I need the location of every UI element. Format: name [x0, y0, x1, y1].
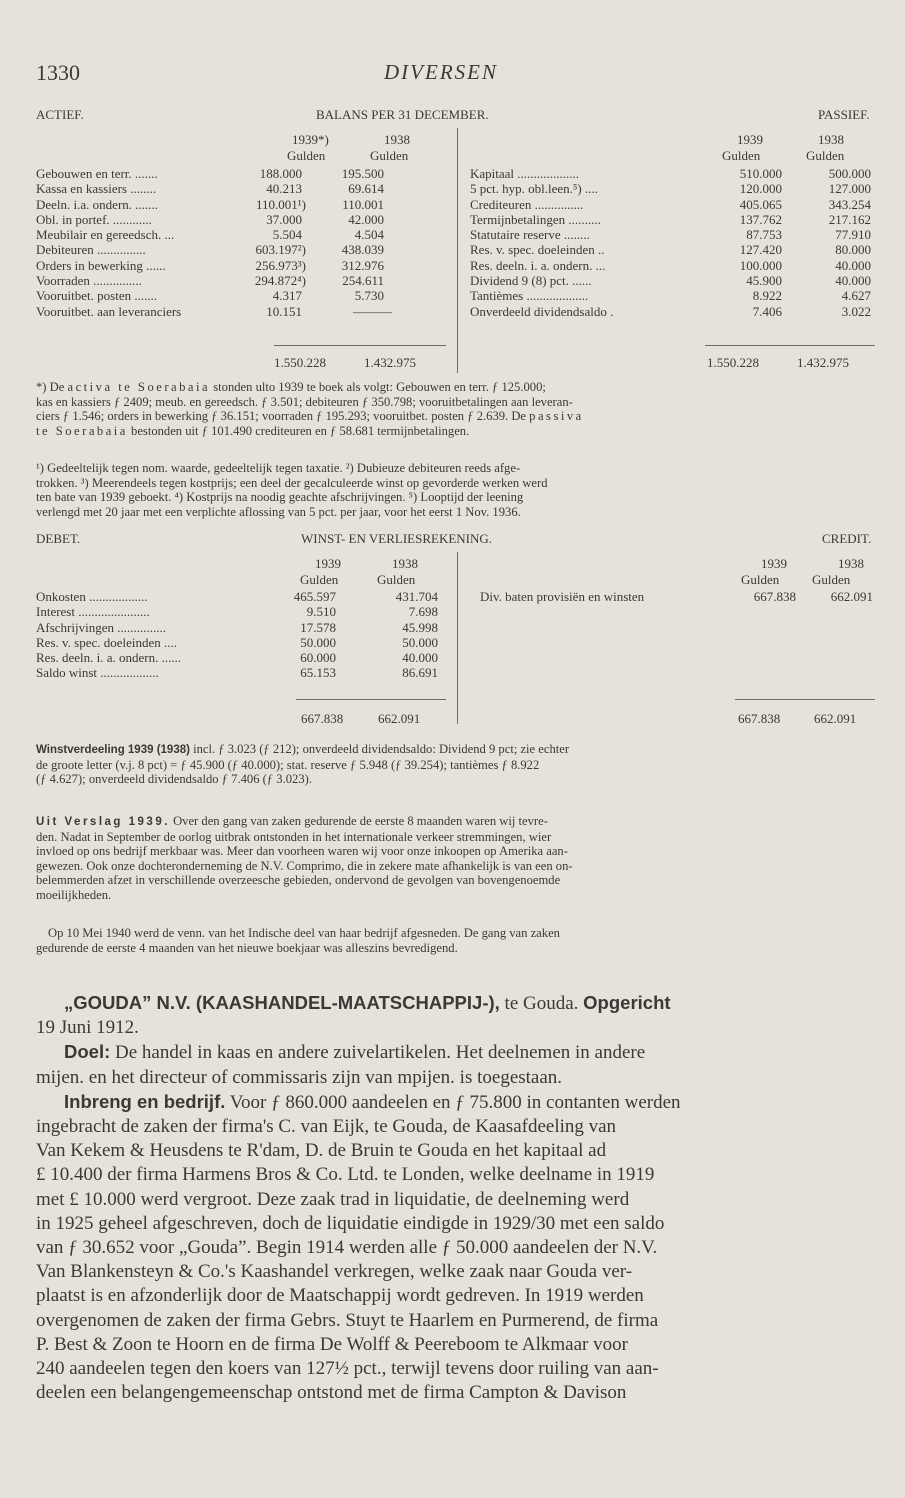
body-line: Van Blankensteyn & Co.'s Kaashandel verkregen, welke zaak naar Gouda ver-	[36, 1261, 633, 1283]
value-1938: 42.000	[348, 211, 384, 227]
table-row	[36, 288, 446, 303]
row-label: Res. deeln. i. a. ondern. ...	[470, 257, 606, 273]
value-1938: 5.730	[354, 288, 384, 304]
footnote-line: trokken. ³) Meerendeels tegen kostprijs; een deel der gecalculeerde winst op gevorderde werken werd	[36, 475, 548, 490]
row-label: Onverdeeld dividendsaldo .	[470, 303, 614, 319]
credit-col2-currency: Gulden	[812, 572, 851, 587]
table-row	[36, 589, 446, 604]
passief-col2-year: 1938	[818, 132, 844, 147]
row-label: Tantièmes ...................	[470, 288, 589, 304]
passief-total-1938: 1.432.975	[797, 355, 849, 370]
value-1939: 10.151	[266, 303, 302, 319]
row-label: Gebouwen en terr. .......	[36, 166, 158, 181]
row-label: Saldo winst ..................	[36, 665, 159, 681]
value-1939: 60.000	[300, 650, 336, 666]
actief-col1-currency: Gulden	[287, 148, 326, 163]
value-1939: 45.900	[746, 273, 782, 289]
passief-total-rule	[705, 345, 875, 346]
value-1938: 662.091	[830, 589, 873, 604]
inbreng-text: Voor ƒ 860.000 aandeelen en ƒ 75.800 in contanten werden	[225, 1091, 681, 1113]
table-row	[470, 242, 875, 257]
credit-col1-currency: Gulden	[741, 572, 780, 587]
paragraph-line: gedurende de eerste 4 maanden van het nieuwe boekjaar was alleszins bevredigend.	[36, 940, 458, 955]
note-emphasis: activa te Soerabaia	[67, 380, 211, 394]
row-label: Res. v. spec. doeleinden ..	[470, 242, 605, 258]
table-row	[470, 197, 875, 212]
body-line: ingebracht de zaken der firma's C. van Eijk, te Gouda, de Kaasafdeeling van	[36, 1116, 617, 1138]
value-1938: 86.691	[402, 665, 438, 681]
table-row	[36, 197, 446, 212]
table-row	[36, 181, 446, 196]
value-1939: 110.001¹)	[256, 196, 306, 212]
value-1938: 343.254	[828, 196, 871, 212]
body-line: P. Best & Zoon te Hoorn en de firma De Wolff & Peereboom te Alkmaar voor	[36, 1333, 628, 1355]
debet-total-1938: 662.091	[378, 711, 421, 726]
debet-col1-currency: Gulden	[300, 572, 339, 587]
credit-heading: CREDIT.	[822, 531, 872, 546]
body-line: plaatst is en afzonderlijk door de Maatschappij wordt gedreven. In 1919 werden	[36, 1285, 644, 1307]
row-label: Debiteuren ...............	[36, 242, 146, 258]
value-1939: 100.000	[739, 257, 782, 273]
value-1938: 80.000	[835, 242, 871, 258]
row-label: Onkosten ..................	[36, 589, 148, 604]
doel-line: mijen. en het directeur of commissaris zijn van mpijen. is toegestaan.	[36, 1066, 563, 1088]
paragraph-line: gewezen. Ook onze dochteronderneming de N.V. Comprimo, die in zekere mate afhankelijk is van een on-	[36, 858, 573, 873]
company-place: te Gouda.	[499, 993, 584, 1014]
table-row	[36, 604, 446, 619]
note-text: bestonden uit ƒ 101.490 crediteuren en ƒ 58.681 termijnbetalingen.	[127, 423, 470, 438]
value-1939: 37.000	[266, 211, 302, 227]
passief-col1-year: 1939	[737, 132, 763, 147]
body-line: £ 10.400 der firma Harmens Bros & Co. Ltd. te Londen, welke deelname in 1919	[36, 1164, 655, 1186]
value-1938: 77.910	[835, 227, 871, 243]
table-row	[36, 635, 446, 650]
footnote-line: verlengd met 20 jaar met een verplichte aflossing van 5 pct. per jaar, voor het eerst 1 Nov. 1936.	[36, 504, 521, 519]
value-1938: 4.627	[841, 288, 871, 304]
credit-col2-year: 1938	[838, 556, 864, 571]
row-label: Interest ......................	[36, 604, 150, 620]
credit-total-rule	[735, 699, 875, 700]
value-1938: 500.000	[828, 166, 871, 181]
value-1939: 120.000	[739, 181, 782, 197]
debet-col1-year: 1939	[315, 556, 341, 571]
passief-col1-currency: Gulden	[722, 148, 761, 163]
body-line: van ƒ 30.652 voor „Gouda”. Begin 1914 werden alle ƒ 50.000 aandeelen der N.V.	[36, 1237, 658, 1259]
row-label: Meubilair en gereedsch. ...	[36, 227, 175, 243]
actief-col2-year: 1938	[384, 132, 410, 147]
value-1938: ———	[353, 303, 392, 319]
note-emphasis: passiva	[529, 409, 584, 424]
value-1938: 40.000	[402, 650, 438, 666]
body-line: met £ 10.000 werd vergroot. Deze zaak trad in liquidatie, de deelneming werd	[36, 1188, 630, 1210]
doel-label: Doel:	[64, 1041, 111, 1063]
winstverdeeling-paragraph	[36, 742, 876, 787]
row-label: Div. baten provisiën en winsten	[480, 589, 645, 604]
activa-note	[36, 380, 876, 438]
winst-heading: WINST- EN VERLIESREKENING.	[301, 531, 493, 546]
paragraph-line: belemmerden afzet in verschillende overzeesche gebieden, ondervond de gevolgen van bovengenoemde	[36, 873, 561, 888]
value-1938: 40.000	[835, 273, 871, 289]
doel-text: De handel in kaas en andere zuivelartikelen. Het deelnemen in andere	[110, 1042, 646, 1064]
paragraph-line: Op 10 Mei 1940 werd de venn. van het Indische deel van haar bedrijf afgesneden. De gang van zaken	[48, 926, 560, 940]
table-row	[470, 288, 875, 303]
row-label: Vooruitbet. aan leveranciers	[36, 303, 182, 319]
founded-date: 19 Juni 1912.	[36, 1017, 139, 1039]
value-1939: 667.838	[753, 589, 796, 604]
credit-total-1939: 667.838	[738, 711, 781, 726]
paragraph-line: invloed op ons bedrijf merkbaar was. Meer dan voorheen waren wij voor onze inkoopen op Amerika aan-	[36, 844, 568, 859]
actief-col2-currency: Gulden	[370, 148, 409, 163]
table-row	[470, 166, 875, 181]
verslag-paragraph	[36, 814, 876, 903]
debet-col2-currency: Gulden	[377, 572, 416, 587]
table-row	[470, 212, 875, 227]
footnote-line: ten bate van 1939 geboekt. ⁴) Kostprijs na noodig geachte afschrijvingen. ⁵) Looptijd der leening	[36, 490, 524, 505]
value-1938: 7.698	[408, 604, 438, 620]
footnote-line: ¹) Gedeeltelijk tegen nom. waarde, gedeeltelijk tegen taxatie. ²) Dubieuze debiteuren reeds afge-	[36, 461, 521, 475]
company-entry	[36, 991, 870, 1405]
debet-total-1939: 667.838	[301, 711, 344, 726]
table-row	[36, 650, 446, 665]
actief-total-rule	[274, 345, 446, 346]
table-row	[470, 227, 875, 242]
note-emphasis: te Soerabaia	[36, 423, 128, 438]
table-row	[36, 227, 446, 242]
note-text: stonden ulto 1939 te boek als volgt: Gebouwen en terr. ƒ 125.000;	[210, 380, 546, 394]
value-1939: 5.504	[272, 227, 302, 243]
table-row	[36, 212, 446, 227]
actief-table	[36, 166, 446, 319]
table-row	[470, 181, 875, 196]
value-1938: 4.504	[354, 227, 384, 243]
balance-heading: BALANS PER 31 DECEMBER.	[316, 107, 489, 122]
value-1938: 312.976	[341, 257, 384, 273]
value-1939: 127.420	[739, 242, 782, 258]
table-row	[36, 242, 446, 257]
table-row	[36, 273, 446, 288]
actief-heading: ACTIEF.	[36, 107, 84, 122]
note-text: *) De	[36, 380, 68, 394]
table-row	[470, 589, 875, 604]
table-row	[36, 620, 446, 635]
paragraph-line: den. Nadat in September de oorlog uitbrak ontstonden in het internationale verkeer stremmingen, wier	[36, 829, 552, 844]
value-1939: 4.317	[272, 288, 302, 304]
note-text: ciers ƒ 1.546; orders in bewerking ƒ 36.151; voorraden ƒ 195.293; vooruitbet. posten ƒ 2.639. De	[36, 409, 530, 424]
debet-col2-year: 1938	[392, 556, 418, 571]
actief-total-1938: 1.432.975	[364, 355, 416, 370]
value-1938: 195.500	[341, 166, 384, 181]
section-title: DIVERSEN	[384, 60, 498, 84]
page-number: 1330	[36, 60, 80, 85]
verslag-label: Uit Verslag 1939.	[36, 816, 170, 828]
body-line: 240 aandeelen tegen den koers van 127½ pct., terwijl tevens door ruiling van aan-	[36, 1358, 659, 1380]
body-line: overgenomen de zaken der firma Gebrs. Stuyt te Haarlem en Purmerend, de firma	[36, 1309, 659, 1331]
debet-heading: DEBET.	[36, 531, 81, 546]
table-row	[470, 273, 875, 288]
inbreng-label: Inbreng en bedrijf.	[64, 1090, 226, 1112]
value-1939: 294.872⁴)	[254, 273, 306, 289]
row-label: Crediteuren ...............	[470, 196, 584, 212]
debet-total-rule	[296, 699, 446, 700]
row-label: Res. deeln. i. a. ondern. ......	[36, 650, 182, 666]
credit-col1-year: 1939	[761, 556, 787, 571]
actief-total-1939: 1.550.228	[274, 355, 326, 370]
value-1939: 87.753	[746, 227, 782, 243]
body-line: in 1925 geheel afgeschreven, doch de liquidatie eindigde in 1929/30 met een saldo	[36, 1212, 665, 1234]
value-1939: 137.762	[739, 211, 782, 227]
value-1939: 50.000	[300, 634, 336, 650]
value-1939: 256.973³)	[255, 257, 306, 273]
footnotes	[36, 461, 876, 519]
value-1939: 9.510	[306, 604, 336, 620]
company-name: „GOUDA” N.V. (KAASHANDEL-MAATSCHAPPIJ-),	[64, 992, 500, 1013]
passief-total-1939: 1.550.228	[707, 355, 759, 370]
row-label: Termijnbetalingen ..........	[470, 211, 601, 227]
winst-divider	[457, 552, 458, 724]
value-1938: 69.614	[348, 181, 384, 197]
value-1938: 254.611	[342, 273, 384, 289]
passief-col2-currency: Gulden	[806, 148, 845, 163]
credit-table	[470, 589, 875, 604]
value-1939: 7.406	[752, 303, 782, 319]
body-line: deelen een belangengemeenschap ontstond met de firma Campton & Davison	[36, 1382, 627, 1404]
row-label: Obl. in portef. ............	[36, 211, 152, 227]
value-1938: 110.001	[342, 196, 384, 212]
value-1938: 50.000	[402, 634, 438, 650]
paragraph-line: de groote letter (v.j. 8 pct) = ƒ 45.900 (ƒ 40.000); stat. reserve ƒ 5.948 (ƒ 39.254); tantièmes ƒ 8.922	[36, 757, 540, 772]
table-row	[470, 304, 875, 319]
credit-total-1938: 662.091	[814, 711, 857, 726]
value-1939: 510.000	[739, 166, 782, 181]
value-1938: 438.039	[341, 242, 384, 258]
table-row	[36, 665, 446, 680]
value-1939: 465.597	[293, 589, 336, 604]
value-1938: 127.000	[828, 181, 871, 197]
row-label: Orders in bewerking ......	[36, 257, 166, 273]
value-1939: 40.213	[266, 181, 302, 197]
value-1939: 188.000	[259, 166, 302, 181]
verslag-paragraph-2	[36, 926, 876, 955]
body-line: Van Kekem & Heusdens te R'dam, D. de Bruin te Gouda en het kapitaal ad	[36, 1140, 607, 1162]
row-label: Kapitaal ...................	[470, 166, 580, 181]
value-1939: 17.578	[300, 619, 336, 635]
row-label: Voorraden ...............	[36, 273, 142, 289]
row-label: Deeln. i.a. ondern. .......	[36, 196, 159, 212]
balance-divider	[457, 128, 458, 373]
passief-table	[470, 166, 875, 319]
row-label: Kassa en kassiers ........	[36, 181, 157, 197]
value-1939: 405.065	[739, 196, 782, 212]
opgericht-label: Opgericht	[583, 992, 671, 1013]
table-row	[36, 166, 446, 181]
paragraph-line: (ƒ 4.627); onverdeeld dividendsaldo ƒ 7.406 (ƒ 3.023).	[36, 772, 312, 787]
value-1938: 40.000	[835, 257, 871, 273]
value-1938: 3.022	[841, 303, 871, 319]
paragraph-line: moeilijkheden.	[36, 887, 112, 902]
value-1938: 431.704	[395, 589, 438, 604]
winstverdeeling-label: Winstverdeeling 1939 (1938)	[36, 744, 190, 756]
row-label: Vooruitbet. posten .......	[36, 288, 158, 304]
paragraph-text: Over den gang van zaken gedurende de eerste 8 maanden waren wij tevre-	[169, 814, 548, 828]
table-row	[36, 304, 446, 319]
row-label: Res. v. spec. doeleinden ....	[36, 634, 178, 650]
value-1939: 8.922	[752, 288, 782, 304]
value-1938: 45.998	[402, 619, 438, 635]
row-label: 5 pct. hyp. obl.leen.⁵) ....	[470, 181, 599, 197]
row-label: Afschrijvingen ...............	[36, 619, 166, 635]
row-label: Dividend 9 (8) pct. ......	[470, 273, 592, 289]
actief-col1-year: 1939*)	[292, 132, 329, 147]
paragraph-text: incl. ƒ 3.023 (ƒ 212); onverdeeld dividendsaldo: Dividend 9 pct; zie echter	[189, 742, 570, 756]
table-row	[470, 258, 875, 273]
note-line: kas en kassiers ƒ 2409; meub. en gereedsch. ƒ 3.501; debiteuren ƒ 350.798; vooruitbetalingen aan leveran-	[36, 394, 573, 409]
table-row	[36, 258, 446, 273]
debet-table	[36, 589, 446, 681]
value-1939: 65.153	[300, 665, 336, 681]
passief-heading: PASSIEF.	[818, 107, 870, 122]
row-label: Statutaire reserve ........	[470, 227, 590, 243]
value-1939: 603.197²)	[255, 242, 306, 258]
value-1938: 217.162	[828, 211, 871, 227]
